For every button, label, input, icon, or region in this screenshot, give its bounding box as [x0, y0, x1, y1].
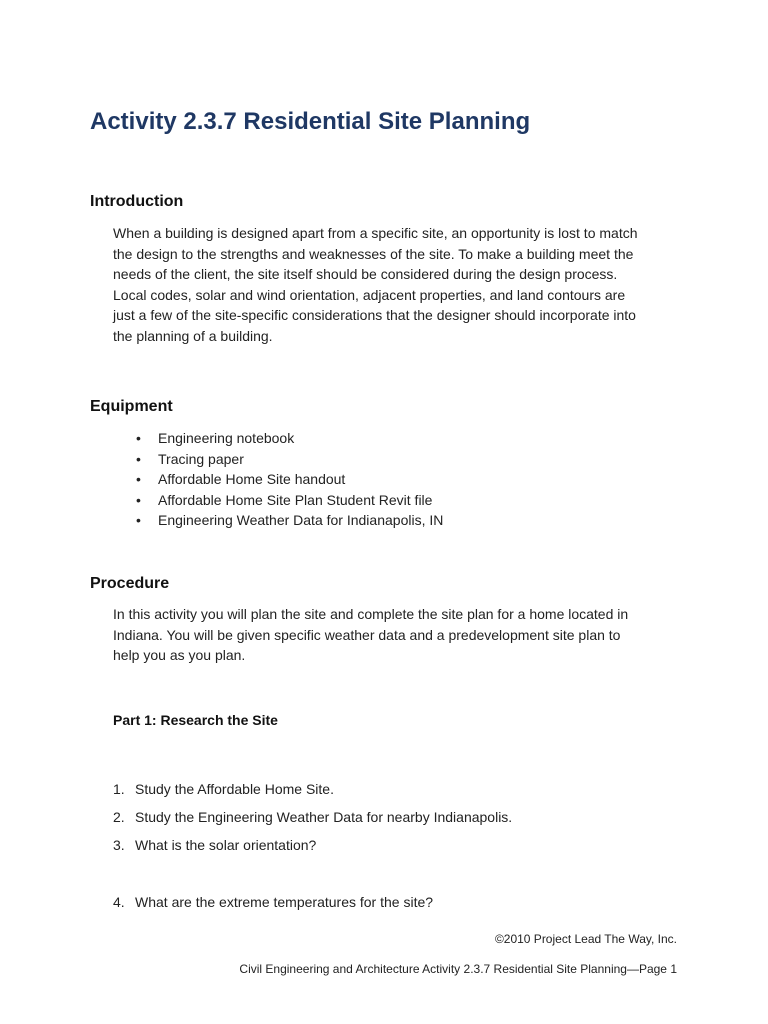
list-item — [113, 510, 443, 531]
step-number: 3. — [113, 837, 125, 853]
bullet-icon: • — [136, 491, 141, 508]
list-item — [113, 449, 443, 470]
introduction-paragraph — [113, 223, 693, 347]
step-text: What are the extreme temperatures for the site? — [135, 894, 434, 910]
procedure-step — [113, 807, 512, 827]
introduction-line: needs of the client, the site itself should be considered during the design process. — [113, 266, 618, 283]
procedure-step — [113, 892, 433, 912]
procedure-paragraph — [113, 604, 693, 666]
step-text: Study the Affordable Home Site. — [135, 781, 334, 797]
introduction-heading: Introduction — [90, 193, 184, 210]
equipment-item-label: Engineering Weather Data for Indianapolis, IN — [158, 512, 444, 529]
document-title: Activity 2.3.7 Residential Site Planning — [90, 108, 531, 135]
equipment-item-label: Affordable Home Site handout — [158, 471, 346, 488]
procedure-line: In this activity you will plan the site and complete the site plan for a home located in — [113, 606, 629, 622]
introduction-line: just a few of the site-specific considerations that the designer should incorporate into — [113, 307, 636, 324]
step-text: Study the Engineering Weather Data for nearby Indianapolis. — [135, 809, 513, 825]
procedure-step — [113, 835, 316, 855]
equipment-item-label: Tracing paper — [158, 450, 244, 467]
equipment-item-label: Affordable Home Site Plan Student Revit file — [158, 491, 433, 508]
introduction-line: the design to the strengths and weaknesses of the site. To make a building meet the — [113, 245, 634, 262]
step-text: What is the solar orientation? — [135, 837, 317, 853]
procedure-heading: Procedure — [90, 575, 170, 592]
footer-copyright: ©2010 Project Lead The Way, Inc. — [494, 932, 677, 946]
footer-page-label: Civil Engineering and Architecture Activity 2.3.7 Residential Site Planning—Page 1 — [239, 962, 677, 976]
bullet-icon: • — [136, 512, 141, 529]
list-item — [113, 469, 443, 490]
procedure-step — [113, 779, 334, 799]
equipment-heading: Equipment — [90, 398, 173, 415]
introduction-line: the planning of a building. — [113, 327, 273, 344]
list-item — [113, 490, 443, 511]
step-number: 1. — [113, 781, 125, 797]
procedure-line: Indiana. You will be given specific weather data and a predevelopment site plan to — [113, 626, 621, 643]
bullet-icon: • — [136, 450, 141, 467]
part-1-heading: Part 1: Research the Site — [113, 712, 278, 728]
step-number: 2. — [113, 809, 125, 825]
bullet-icon: • — [136, 430, 141, 446]
introduction-line: When a building is designed apart from a specific site, an opportunity is lost to match — [113, 225, 638, 241]
step-number: 4. — [113, 894, 125, 910]
procedure-line: help you as you plan. — [113, 647, 246, 664]
introduction-line: Local codes, solar and wind orientation, adjacent properties, and land contours are — [113, 286, 626, 303]
equipment-item-label: Engineering notebook — [158, 430, 295, 446]
equipment-list — [113, 428, 443, 531]
list-item — [113, 428, 443, 449]
bullet-icon: • — [136, 471, 141, 488]
